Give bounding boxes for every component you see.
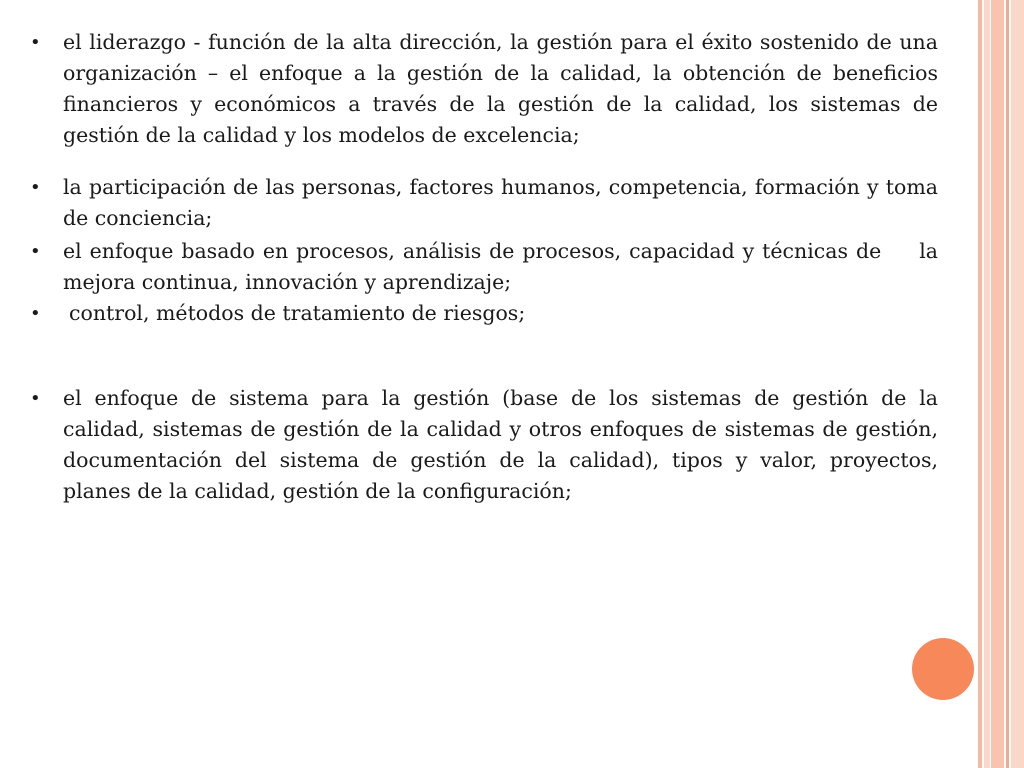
bullet-text: control, métodos de tratamiento de riesgos; [69,301,526,325]
bullet-text-tail: la mejora continua, innovación y aprendizaje; [63,239,938,294]
bullet-list [28,27,938,507]
bullet-text: el enfoque de sistema para la gestión (base de los sistemas de gestión de la calidad, sistemas de gestión de la calidad y otros enfoques de sistemas de gestión, documentación del sistema de gestión de la calidad), tipos y valor, proyectos, planes de la calidad, gestión de la configuración; [63,386,938,503]
decorative-stripe [1011,0,1024,768]
decorative-stripe [991,0,1004,768]
bullet-text: la participación de las personas, factores humanos, competencia, formación y toma de conciencia; [63,175,938,230]
bullet-item-risk [28,298,938,329]
bullet-icon: • [30,32,41,53]
bullet-icon: • [30,388,41,409]
bullet-icon: • [30,303,41,324]
decorative-stripe [978,0,982,768]
bullet-item-process [28,236,938,298]
decorative-stripe [984,0,990,768]
bullet-text: el liderazgo - función de la alta dirección, la gestión para el éxito sostenido de una organización – el enfoque a la gestión de la calidad, la obtención de beneficios financieros y económicos a través de la gestión de la calidad, los sistemas de gestión de la calidad y los modelos de excelencia; [63,30,938,147]
decorative-stripe [1006,0,1009,768]
bullet-item-leadership [28,27,938,151]
bullet-item-people [28,172,938,234]
bullet-item-system [28,383,938,507]
bullet-icon: • [30,241,41,262]
decorative-circle [912,638,974,700]
bullet-icon: • [30,177,41,198]
bullet-text: el enfoque basado en procesos, análisis de procesos, capacidad y técnicas de [63,239,882,263]
